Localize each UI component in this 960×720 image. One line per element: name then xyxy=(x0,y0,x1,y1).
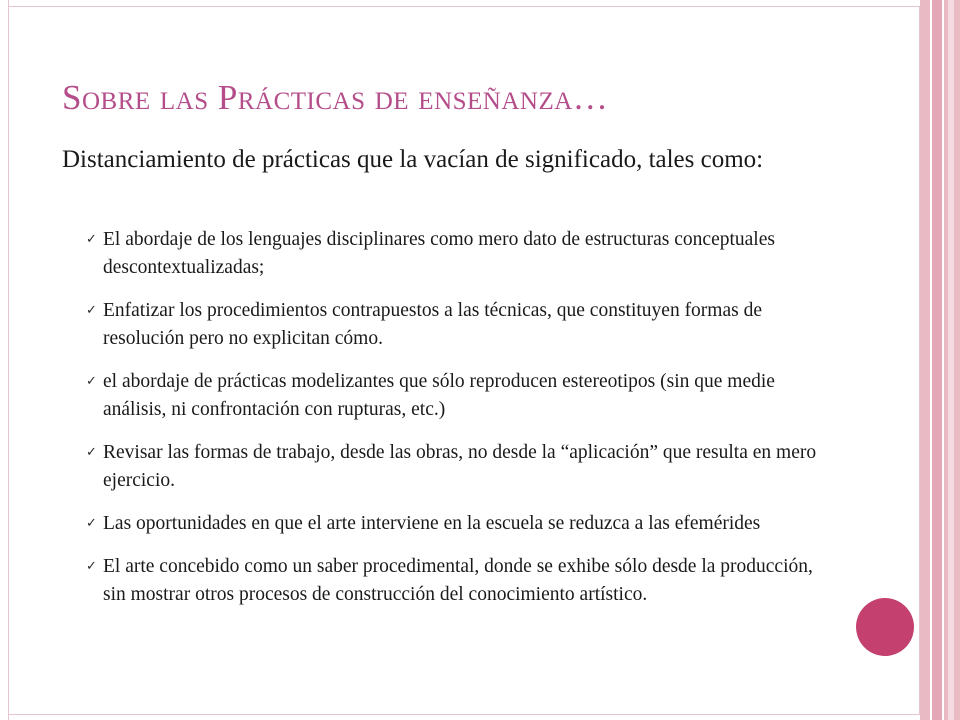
frame-top-line xyxy=(8,6,920,7)
bullet-text: El abordaje de los lenguajes disciplinares como mero dato de estructuras conceptuales descontextualizadas; xyxy=(103,229,775,278)
bullet-item xyxy=(86,297,833,353)
check-icon: ✓ xyxy=(86,303,97,318)
check-icon: ✓ xyxy=(86,559,97,574)
bullet-item xyxy=(86,553,833,609)
slide-title: Sobre las Prácticas de enseñanza… xyxy=(62,78,609,117)
bullet-item xyxy=(86,368,833,424)
check-icon: ✓ xyxy=(86,445,97,460)
accent-circle xyxy=(856,598,914,656)
intro-text: Distanciamiento de prácticas que la vacían de significado, tales como: xyxy=(62,146,764,173)
bullet-text: el abordaje de prácticas modelizantes que sólo reproducen estereotipos (sin que medie análisis, ni confrontación con rupturas, etc.) xyxy=(103,371,775,420)
bullet-item xyxy=(86,439,833,495)
bullet-list xyxy=(86,226,833,624)
decorative-stripes xyxy=(920,0,960,720)
bullet-item xyxy=(86,226,833,282)
frame-bottom-line xyxy=(8,714,920,715)
check-icon: ✓ xyxy=(86,232,97,247)
bullet-text: El arte concebido como un saber procedimental, donde se exhibe sólo desde la producción, sin mostrar otros procesos de construcción del conocimiento artístico. xyxy=(103,556,813,605)
check-icon: ✓ xyxy=(86,374,97,389)
bullet-item xyxy=(86,510,833,538)
bullet-text: Las oportunidades en que el arte interviene en la escuela se reduzca a las efemérides xyxy=(103,513,761,534)
frame-left-line xyxy=(8,0,9,720)
check-icon: ✓ xyxy=(86,516,97,531)
bullet-text: Revisar las formas de trabajo, desde las obras, no desde la “aplicación” que resulta en mero ejercicio. xyxy=(103,442,817,491)
bullet-text: Enfatizar los procedimientos contrapuestos a las técnicas, que constituyen formas de resolución pero no explicitan cómo. xyxy=(103,300,762,349)
